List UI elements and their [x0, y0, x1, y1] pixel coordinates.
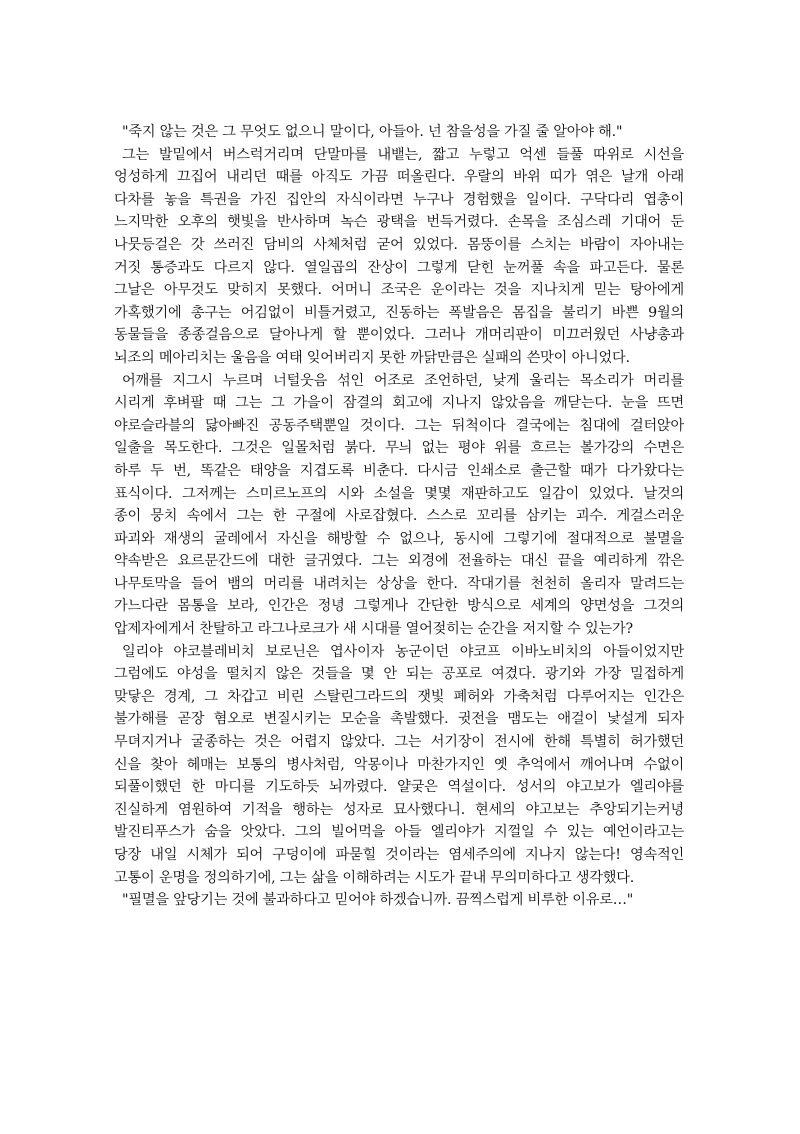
text-line: 야로슬라블의 닳아빠진 공동주택뿐일 것이다. 그는 뒤척이다 결국에는 침대에 걸터앉아	[114, 417, 684, 434]
text-line: 되풀이했던 한 마디를 기도하듯 뇌까렸다. 얄궂은 역설이다. 성서의 야고보가 엘리야를	[114, 779, 684, 796]
text-line: 종이 뭉치 속에서 그는 한 구절에 사로잡혔다. 스스로 꼬리를 삼키는 괴수. 게걸스러운	[114, 508, 684, 525]
document-body	[114, 121, 684, 912]
text-line: 발진티푸스가 숨을 앗았다. 그의 빌어먹을 아들 엘리야가 지껄일 수 있는 예언이라고는	[114, 824, 684, 841]
text-line: 그날은 아무것도 맞히지 못했다. 어머니 조국은 운이라는 것을 지나치게 믿는 탕아에게	[114, 282, 684, 299]
text-line: 느지막한 오후의 햇빛을 반사하며 녹슨 광택을 번득거렸다. 손목을 조심스레 기대어 둔	[114, 214, 684, 231]
paragraph	[114, 121, 684, 144]
text-line: 그는 발밑에서 버스럭거리며 단말마를 내뱉는, 짧고 누렇고 억센 들풀 따위로 시선을	[122, 146, 684, 163]
text-line: 표식이다. 그저께는 스미르노프의 시와 소설을 몇몇 재판하고도 일감이 있었다. 날것의	[114, 485, 684, 502]
text-line: 무뎌지거나 굴종하는 것은 어렵지 않았다. 그는 서기장이 전시에 한해 특별히 허가했던	[114, 734, 684, 751]
text-line: 약속받은 요르문간드에 대한 글귀였다. 그는 외경에 전율하는 대신 끝을 예리하게 깎은	[114, 553, 684, 570]
paragraph	[114, 641, 684, 890]
text-line: 시리게 후벼팔 때 그는 그 가을이 잠결의 회고에 지나지 않았음을 깨닫는다. 눈을 뜨면	[114, 395, 684, 412]
text-line: 일리야 야코블레비치 보로닌은 엽사이자 농군이던 야코프 이바노비치의 아들이었지만	[122, 643, 684, 660]
text-line: 불가해를 곧장 혐오로 변질시키는 모순을 촉발했다. 귓전을 맴도는 애걸이 낯설게 되자	[114, 711, 684, 728]
text-line: 파괴와 재생의 굴레에서 자신을 해방할 수 없으나, 동시에 그렇기에 절대적으로 불멸을	[114, 530, 684, 547]
text-line: 진실하게 염원하여 기적을 행하는 성자로 묘사했다니. 현세의 야고보는 추앙되기는커녕	[114, 801, 684, 818]
text-line: 엉성하게 끄집어 내리던 때를 아직도 가끔 떠올린다. 우랄의 바위 띠가 엮은 날개 아래	[114, 169, 684, 186]
text-line: 동물들을 종종걸음으로 달아나게 할 뿐이었다. 그러나 개머리판이 미끄러웠던 사냥총과	[114, 327, 684, 344]
text-line: "필멸을 앞당기는 것에 불과하다고 믿어야 하겠습니까. 끔찍스럽게 비루한 이유로…"	[122, 892, 634, 909]
text-line: 나무토막을 들어 뱀의 머리를 내려치는 상상을 한다. 작대기를 천천히 올리자 말려드는	[114, 575, 684, 592]
text-line: 다차를 놓을 특권을 가진 집안의 자식이라면 누구나 경험했을 일이다. 구닥다리 엽총이	[114, 191, 684, 208]
text-line: 거짓 통증과도 다르지 않다. 열일곱의 잔상이 그렇게 닫힌 눈꺼풀 속을 파고든다. 물론	[114, 259, 684, 276]
text-line: 가느다란 몸통을 보라, 인간은 정녕 그렇게나 간단한 방식으로 세계의 양면성을 그것의	[114, 598, 684, 615]
text-line: 일출을 목도한다. 그것은 일몰처럼 붉다. 무늬 없는 평야 위를 흐르는 볼가강의 수면은	[114, 440, 684, 457]
text-line: 당장 내일 시체가 되어 구덩이에 파묻힐 것이라는 염세주의에 지나지 않는다! 영속적인	[114, 847, 684, 863]
text-line: 신을 찾아 헤매는 보통의 병사처럼, 악몽이나 마찬가지인 옛 추억에서 깨어나며 수없이	[114, 756, 684, 773]
paragraph	[114, 144, 684, 370]
paragraph	[114, 889, 684, 912]
text-line: 나뭇등걸은 갓 쓰러진 담비의 사체처럼 굳어 있었다. 몸뚱이를 스치는 바람이 자아내는	[114, 236, 684, 253]
text-line: 어깨를 지그시 누르며 너털웃음 섞인 어조로 조언하던, 낮게 울리는 목소리가 머리를	[122, 372, 684, 389]
text-line: 가혹했기에 총구는 어김없이 비틀거렸고, 진동하는 폭발음은 몸집을 불리기 바쁜 9월의	[114, 304, 684, 321]
text-line: 압제자에게서 찬탈하고 라그나로크가 새 시대를 열어젖히는 순간을 저지할 수 있는가?	[114, 621, 633, 638]
text-line: "죽지 않는 것은 그 무엇도 없으니 말이다, 아들아. 넌 참을성을 가질 줄 알아야 해."	[122, 124, 623, 140]
text-line: 그럼에도 야성을 떨치지 않은 것들을 몇 안 되는 공포로 여겼다. 광기와 가장 밀접하게	[114, 666, 684, 683]
paragraph	[114, 370, 684, 641]
text-line: 뇌조의 메아리치는 울음을 여태 잊어버리지 못한 까닭만큼은 실패의 쓴맛이 아니었다.	[114, 349, 630, 366]
text-line: 맞닿은 경계, 그 차갑고 비린 스탈린그라드의 잿빛 폐허와 가축처럼 다루어지는 인간은	[114, 688, 684, 705]
text-line: 고통이 운명을 정의하기에, 그는 삶을 이해하려는 시도가 끝내 무의미하다고 생각했다.	[114, 869, 635, 886]
text-line: 하루 두 번, 똑같은 태양을 지겹도록 비춘다. 다시금 인쇄소로 출근할 때가 다가왔다는	[114, 462, 684, 479]
